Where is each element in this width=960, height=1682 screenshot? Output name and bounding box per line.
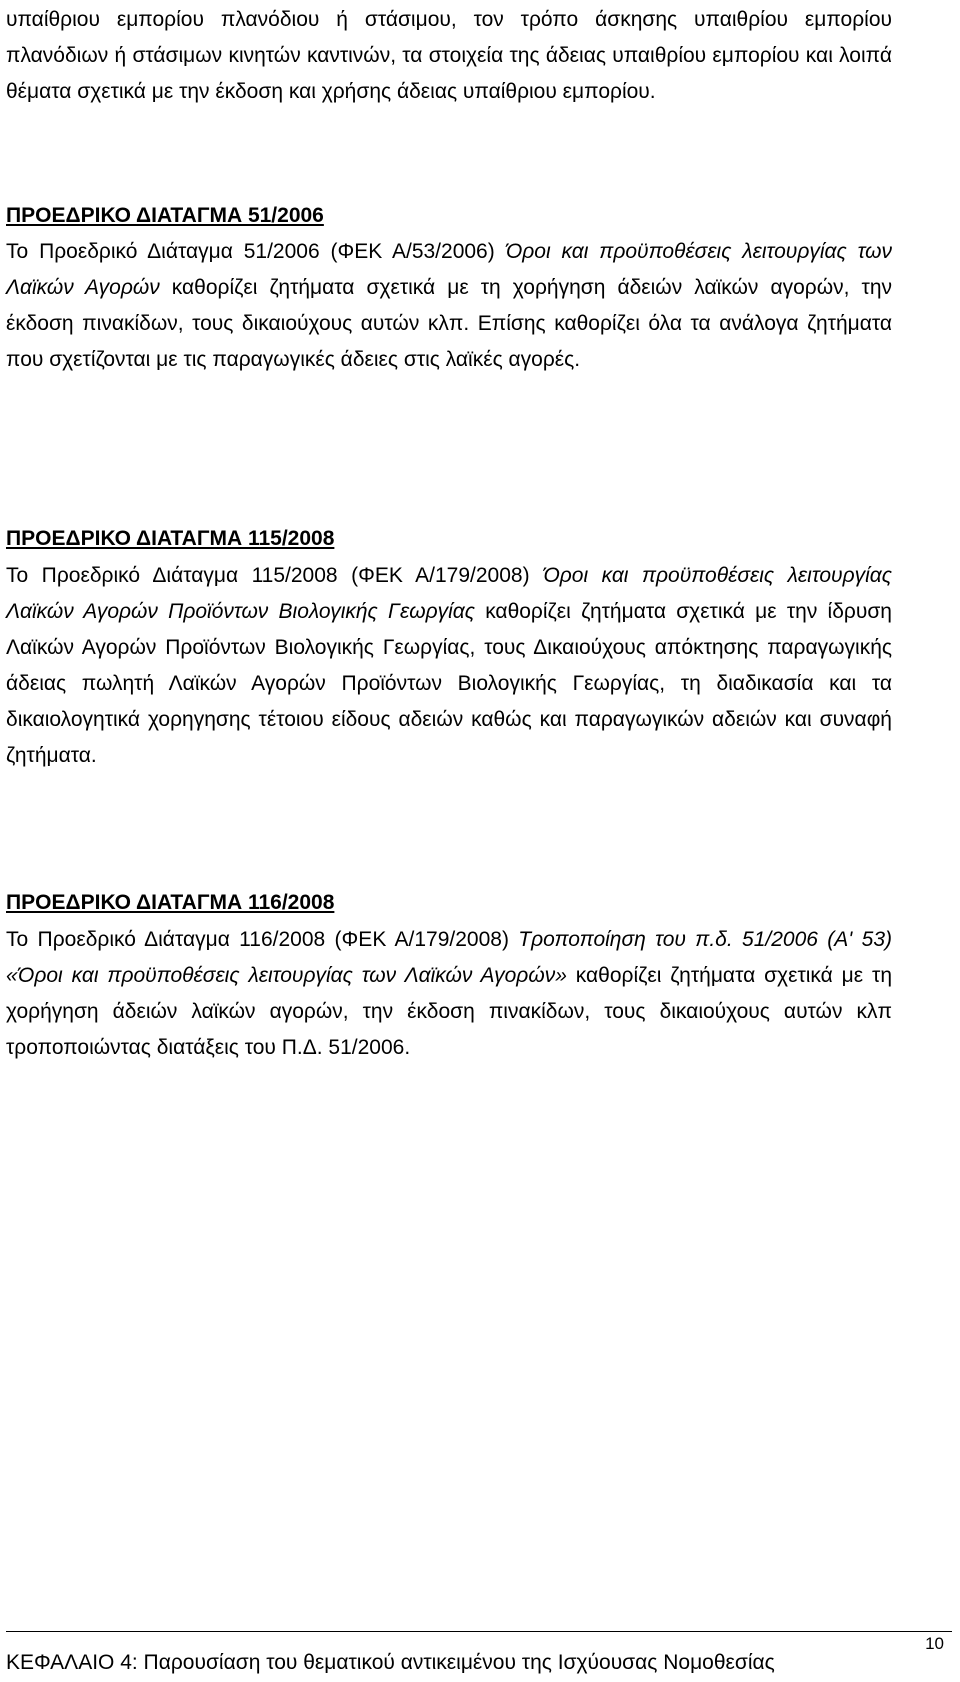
law-title-italic: Όροι και προϋποθέσεις λειτουργίας των Λαϊκών Αγορών <box>6 240 892 299</box>
body-text: καθορίζει ζητήματα σχετικά με τη χορήγηση άδειών λαϊκών αγορών, την έκδοση πινακίδων, τους δικαιούχους αυτών κλπ τροποποιώντας διατάξεις του Π.Δ. 51/2006. <box>6 964 892 1059</box>
section-heading-pd-115-2008: ΠΡΟΕΔΡΙΚΟ ΔΙΑΤΑΓΜΑ 115/2008 <box>6 527 335 550</box>
intro-paragraph <box>6 2 892 110</box>
law-title-italic: Τροποποίηση του π.δ. 51/2006 (Α' 53) «Όροι και προϋποθέσεις λειτουργίας των Λαϊκών Αγορών» <box>6 928 892 987</box>
section-heading-pd-116-2008: ΠΡΟΕΔΡΙΚΟ ΔΙΑΤΑΓΜΑ 116/2008 <box>6 891 335 914</box>
section-body-pd-116-2008 <box>6 922 892 1066</box>
body-text: καθορίζει ζητήματα σχετικά με τη χορήγηση άδειών λαϊκών αγορών, την έκδοση πινακίδων, τους δικαιούχους αυτών κλπ. Επίσης καθορίζει όλα τα ανάλογα ζητήματα που σχετίζονται με τις παραγωγικές άδειες στις λαϊκές αγορές. <box>6 276 892 371</box>
section-body-pd-51-2006 <box>6 234 892 378</box>
section-heading-pd-51-2006: ΠΡΟΕΔΡΙΚΟ ΔΙΑΤΑΓΜΑ 51/2006 <box>6 204 324 227</box>
body-text: Το Προεδρικό Διάταγμα 115/2008 (ΦΕΚ Α/179/2008) <box>6 564 544 587</box>
body-text: Το Προεδρικό Διάταγμα 51/2006 (ΦΕΚ Α/53/2006) <box>6 240 506 263</box>
page-footer <box>0 1631 960 1681</box>
footer-divider <box>6 1631 952 1632</box>
law-title-italic: Όροι και προϋποθέσεις λειτουργίας Λαϊκών Αγορών Προϊόντων Βιολογικής Γεωργίας <box>6 564 892 623</box>
footer-chapter-title: ΚΕΦΑΛΑΙΟ 4: Παρουσίαση του θεματικού αντικειμένου της Ισχύουσας Νομοθεσίας <box>6 1651 775 1674</box>
intro-text: υπαίθριου εμπορίου πλανόδιου ή στάσιμου, τον τρόπο άσκησης υπαιθρίου εμπορίου πλανόδιων ή στάσιμων κινητών καντινών, τα στοιχεία της άδειας υπαιθρίου εμπορίου και λοιπά θέματα σχετικά με την έκδοση και χρήσης άδειας υπαίθριου εμπορίου. <box>6 8 892 103</box>
section-body-pd-115-2008 <box>6 558 892 774</box>
page-number: 10 <box>925 1634 944 1653</box>
body-text: Το Προεδρικό Διάταγμα 116/2008 (ΦΕΚ Α/179/2008) <box>6 928 519 951</box>
body-text: καθορίζει ζητήματα σχετικά με την ίδρυση Λαϊκών Αγορών Προϊόντων Βιολογικής Γεωργίας, τους Δικαιούχους απόκτησης παραγωγικής άδειας πωλητή Λαϊκών Αγορών Προϊόντων Βιολογικής Γεωργίας, τη διαδικασία και τα δικαιολογητικά χορηγησης τέτοιου είδους αδειών καθώς και παραγωγικών αδειών και συναφή ζητήματα. <box>6 600 892 767</box>
